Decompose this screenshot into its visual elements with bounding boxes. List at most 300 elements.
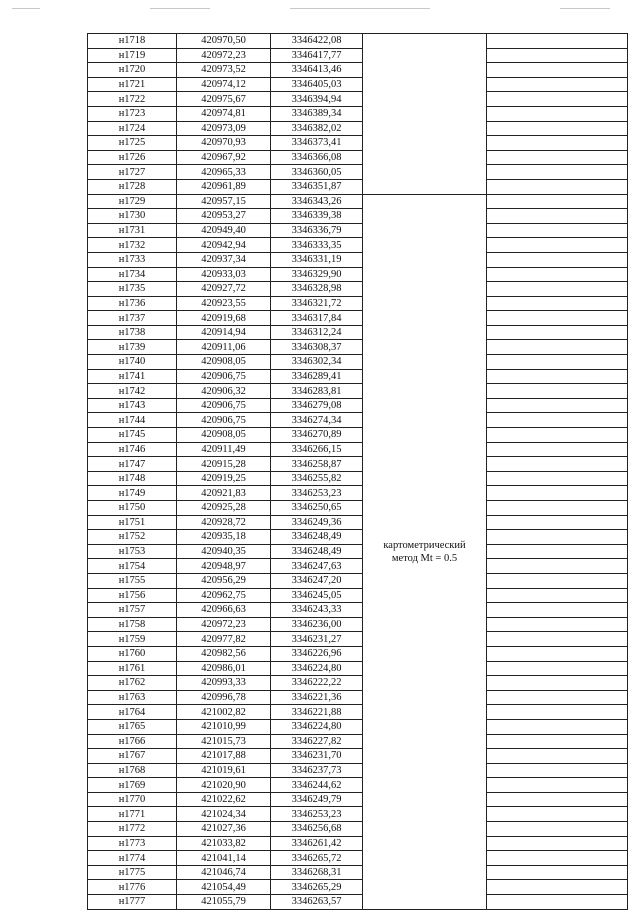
empty-cell [487,632,628,647]
x-coordinate-cell: 421017,88 [177,749,271,764]
table-row [88,194,628,209]
x-coordinate-cell: 420977,82 [177,632,271,647]
y-coordinate-cell: 3346328,98 [271,282,363,297]
y-coordinate-cell: 3346382,02 [271,121,363,136]
point-id-cell: н1754 [88,559,177,574]
y-coordinate-cell: 3346224,80 [271,719,363,734]
point-id-cell: н1772 [88,822,177,837]
empty-cell [487,895,628,910]
table-row [88,471,628,486]
y-coordinate-cell: 3346279,08 [271,398,363,413]
table-row [88,136,628,151]
x-coordinate-cell: 420967,92 [177,150,271,165]
y-coordinate-cell: 3346270,89 [271,428,363,443]
y-coordinate-cell: 3346351,87 [271,179,363,194]
point-id-cell: н1763 [88,690,177,705]
point-id-cell: н1734 [88,267,177,282]
table-row [88,252,628,267]
x-coordinate-cell: 420972,23 [177,48,271,63]
empty-cell [487,34,628,49]
empty-cell [487,603,628,618]
point-id-cell: н1756 [88,588,177,603]
y-coordinate-cell: 3346247,20 [271,573,363,588]
table-row [88,749,628,764]
y-coordinate-cell: 3346394,94 [271,92,363,107]
point-id-cell: н1733 [88,252,177,267]
point-id-cell: н1743 [88,398,177,413]
point-id-cell: н1766 [88,734,177,749]
x-coordinate-cell: 421015,73 [177,734,271,749]
y-coordinate-cell: 3346224,80 [271,661,363,676]
x-coordinate-cell: 420911,49 [177,442,271,457]
point-id-cell: н1730 [88,209,177,224]
table-row [88,851,628,866]
x-coordinate-cell: 420957,15 [177,194,271,209]
y-coordinate-cell: 3346331,19 [271,252,363,267]
empty-cell [487,515,628,530]
empty-cell [487,428,628,443]
point-id-cell: н1747 [88,457,177,472]
y-coordinate-cell: 3346389,34 [271,106,363,121]
table-row [88,442,628,457]
x-coordinate-cell: 420973,52 [177,63,271,78]
point-id-cell: н1738 [88,325,177,340]
empty-cell [487,734,628,749]
x-coordinate-cell: 420948,97 [177,559,271,574]
x-coordinate-cell: 420970,93 [177,136,271,151]
y-coordinate-cell: 3346255,82 [271,471,363,486]
x-coordinate-cell: 420975,67 [177,92,271,107]
table-row [88,895,628,910]
empty-cell [487,676,628,691]
empty-cell [487,413,628,428]
y-coordinate-cell: 3346248,49 [271,530,363,545]
point-id-cell: н1729 [88,194,177,209]
point-id-cell: н1728 [88,179,177,194]
table-row [88,676,628,691]
table-row [88,398,628,413]
point-id-cell: н1776 [88,880,177,895]
empty-cell [487,588,628,603]
empty-cell [487,92,628,107]
x-coordinate-cell: 420919,25 [177,471,271,486]
empty-cell [487,807,628,822]
table-row [88,223,628,238]
empty-cell [487,296,628,311]
empty-cell [487,194,628,209]
point-id-cell: н1721 [88,77,177,92]
x-coordinate-cell: 420996,78 [177,690,271,705]
x-coordinate-cell: 420972,23 [177,617,271,632]
y-coordinate-cell: 3346253,23 [271,807,363,822]
point-id-cell: н1755 [88,573,177,588]
point-id-cell: н1752 [88,530,177,545]
x-coordinate-cell: 420973,09 [177,121,271,136]
x-coordinate-cell: 420915,28 [177,457,271,472]
point-id-cell: н1746 [88,442,177,457]
point-id-cell: н1739 [88,340,177,355]
point-id-cell: н1724 [88,121,177,136]
x-coordinate-cell: 421046,74 [177,865,271,880]
table-row [88,661,628,676]
table-row [88,836,628,851]
y-coordinate-cell: 3346253,23 [271,486,363,501]
table-row [88,632,628,647]
x-coordinate-cell: 421027,36 [177,822,271,837]
empty-cell [487,252,628,267]
y-coordinate-cell: 3346263,57 [271,895,363,910]
y-coordinate-cell: 3346366,08 [271,150,363,165]
point-id-cell: н1719 [88,48,177,63]
y-coordinate-cell: 3346308,37 [271,340,363,355]
y-coordinate-cell: 3346236,00 [271,617,363,632]
y-coordinate-cell: 3346249,79 [271,792,363,807]
point-id-cell: н1773 [88,836,177,851]
x-coordinate-cell: 420919,68 [177,311,271,326]
point-id-cell: н1726 [88,150,177,165]
method-cell [363,194,487,909]
x-coordinate-cell: 420970,50 [177,34,271,49]
y-coordinate-cell: 3346312,24 [271,325,363,340]
empty-cell [487,442,628,457]
point-id-cell: н1725 [88,136,177,151]
empty-cell [487,690,628,705]
y-coordinate-cell: 3346336,79 [271,223,363,238]
empty-cell [487,486,628,501]
y-coordinate-cell: 3346237,73 [271,763,363,778]
x-coordinate-cell: 420965,33 [177,165,271,180]
x-coordinate-cell: 421022,62 [177,792,271,807]
y-coordinate-cell: 3346245,05 [271,588,363,603]
x-coordinate-cell: 420923,55 [177,296,271,311]
point-id-cell: н1761 [88,661,177,676]
empty-cell [487,355,628,370]
x-coordinate-cell: 420927,72 [177,282,271,297]
point-id-cell: н1764 [88,705,177,720]
table-row [88,501,628,516]
y-coordinate-cell: 3346266,15 [271,442,363,457]
x-coordinate-cell: 420906,75 [177,413,271,428]
empty-cell [487,369,628,384]
empty-cell [487,544,628,559]
table-row [88,296,628,311]
table-row [88,530,628,545]
point-id-cell: н1770 [88,792,177,807]
empty-cell [487,851,628,866]
point-id-cell: н1744 [88,413,177,428]
y-coordinate-cell: 3346289,41 [271,369,363,384]
empty-cell [487,763,628,778]
point-id-cell: н1737 [88,311,177,326]
method-cell-blank [363,34,487,195]
x-coordinate-cell: 420914,94 [177,325,271,340]
point-id-cell: н1749 [88,486,177,501]
x-coordinate-cell: 420949,40 [177,223,271,238]
empty-cell [487,282,628,297]
point-id-cell: н1736 [88,296,177,311]
table-row [88,792,628,807]
empty-cell [487,77,628,92]
table-row [88,734,628,749]
empty-cell [487,325,628,340]
empty-cell [487,48,628,63]
y-coordinate-cell: 3346268,31 [271,865,363,880]
point-id-cell: н1742 [88,384,177,399]
empty-cell [487,792,628,807]
empty-cell [487,617,628,632]
y-coordinate-cell: 3346227,82 [271,734,363,749]
table-row [88,48,628,63]
y-coordinate-cell: 3346221,88 [271,705,363,720]
table-row [88,34,628,49]
table-row [88,559,628,574]
x-coordinate-cell: 420993,33 [177,676,271,691]
x-coordinate-cell: 420956,29 [177,573,271,588]
point-id-cell: н1758 [88,617,177,632]
y-coordinate-cell: 3346274,34 [271,413,363,428]
empty-cell [487,165,628,180]
table-row [88,544,628,559]
empty-cell [487,530,628,545]
table-row [88,880,628,895]
x-coordinate-cell: 421033,82 [177,836,271,851]
point-id-cell: н1774 [88,851,177,866]
empty-cell [487,209,628,224]
table-row [88,690,628,705]
y-coordinate-cell: 3346243,33 [271,603,363,618]
table-row [88,92,628,107]
scan-artifact-line [150,8,210,9]
y-coordinate-cell: 3346422,08 [271,34,363,49]
empty-cell [487,398,628,413]
table-row [88,807,628,822]
y-coordinate-cell: 3346373,41 [271,136,363,151]
empty-cell [487,836,628,851]
point-id-cell: н1759 [88,632,177,647]
empty-cell [487,646,628,661]
empty-cell [487,106,628,121]
table-row [88,603,628,618]
coordinates-table [87,33,628,910]
y-coordinate-cell: 3346258,87 [271,457,363,472]
table-row [88,573,628,588]
x-coordinate-cell: 420935,18 [177,530,271,545]
y-coordinate-cell: 3346413,46 [271,63,363,78]
x-coordinate-cell: 420982,56 [177,646,271,661]
method-note-line1: картометрический [383,539,466,551]
x-coordinate-cell: 420928,72 [177,515,271,530]
table-row [88,340,628,355]
table-row [88,165,628,180]
point-id-cell: н1750 [88,501,177,516]
x-coordinate-cell: 420966,63 [177,603,271,618]
x-coordinate-cell: 420974,12 [177,77,271,92]
point-id-cell: н1731 [88,223,177,238]
y-coordinate-cell: 3346317,84 [271,311,363,326]
table-row [88,822,628,837]
empty-cell [487,719,628,734]
empty-cell [487,661,628,676]
x-coordinate-cell: 420908,05 [177,355,271,370]
empty-cell [487,179,628,194]
point-id-cell: н1745 [88,428,177,443]
table-row [88,150,628,165]
table-row [88,179,628,194]
table-row [88,719,628,734]
y-coordinate-cell: 3346343,26 [271,194,363,209]
point-id-cell: н1777 [88,895,177,910]
y-coordinate-cell: 3346244,62 [271,778,363,793]
empty-cell [487,705,628,720]
empty-cell [487,311,628,326]
x-coordinate-cell: 420933,03 [177,267,271,282]
table-row [88,384,628,399]
point-id-cell: н1748 [88,471,177,486]
point-id-cell: н1767 [88,749,177,764]
y-coordinate-cell: 3346417,77 [271,48,363,63]
y-coordinate-cell: 3346283,81 [271,384,363,399]
table-row [88,646,628,661]
y-coordinate-cell: 3346329,90 [271,267,363,282]
y-coordinate-cell: 3346256,68 [271,822,363,837]
table-row [88,311,628,326]
y-coordinate-cell: 3346247,63 [271,559,363,574]
table-row [88,369,628,384]
table-row [88,63,628,78]
x-coordinate-cell: 420937,34 [177,252,271,267]
empty-cell [487,223,628,238]
y-coordinate-cell: 3346250,65 [271,501,363,516]
point-id-cell: н1765 [88,719,177,734]
table-row [88,121,628,136]
x-coordinate-cell: 420911,06 [177,340,271,355]
empty-cell [487,267,628,282]
x-coordinate-cell: 420906,75 [177,398,271,413]
table-row [88,763,628,778]
empty-cell [487,340,628,355]
table-row [88,865,628,880]
empty-cell [487,822,628,837]
empty-cell [487,63,628,78]
method-note-line2: метод Mt = 0.5 [391,552,458,564]
x-coordinate-cell: 420961,89 [177,179,271,194]
table-row [88,705,628,720]
table-row [88,355,628,370]
table-row [88,778,628,793]
table-row [88,413,628,428]
x-coordinate-cell: 420906,75 [177,369,271,384]
x-coordinate-cell: 421024,34 [177,807,271,822]
table-row [88,486,628,501]
empty-cell [487,471,628,486]
table-row [88,106,628,121]
point-id-cell: н1751 [88,515,177,530]
point-id-cell: н1771 [88,807,177,822]
x-coordinate-cell: 421019,61 [177,763,271,778]
scan-artifact-line [12,8,40,9]
table-row [88,617,628,632]
point-id-cell: н1735 [88,282,177,297]
empty-cell [487,150,628,165]
empty-cell [487,778,628,793]
y-coordinate-cell: 3346222,22 [271,676,363,691]
point-id-cell: н1732 [88,238,177,253]
empty-cell [487,384,628,399]
y-coordinate-cell: 3346221,36 [271,690,363,705]
table-row [88,457,628,472]
x-coordinate-cell: 420962,75 [177,588,271,603]
empty-cell [487,865,628,880]
y-coordinate-cell: 3346231,27 [271,632,363,647]
y-coordinate-cell: 3346333,35 [271,238,363,253]
y-coordinate-cell: 3346248,49 [271,544,363,559]
empty-cell [487,880,628,895]
y-coordinate-cell: 3346231,70 [271,749,363,764]
table-row [88,515,628,530]
y-coordinate-cell: 3346339,38 [271,209,363,224]
y-coordinate-cell: 3346265,29 [271,880,363,895]
y-coordinate-cell: 3346261,42 [271,836,363,851]
empty-cell [487,121,628,136]
y-coordinate-cell: 3346265,72 [271,851,363,866]
empty-cell [487,457,628,472]
point-id-cell: н1760 [88,646,177,661]
empty-cell [487,749,628,764]
point-id-cell: н1753 [88,544,177,559]
empty-cell [487,559,628,574]
y-coordinate-cell: 3346321,72 [271,296,363,311]
scan-artifact-line [290,8,430,9]
point-id-cell: н1718 [88,34,177,49]
x-coordinate-cell: 420940,35 [177,544,271,559]
scan-artifact-line [560,8,610,9]
x-coordinate-cell: 420942,94 [177,238,271,253]
point-id-cell: н1757 [88,603,177,618]
y-coordinate-cell: 3346302,34 [271,355,363,370]
table-row [88,238,628,253]
x-coordinate-cell: 421055,79 [177,895,271,910]
x-coordinate-cell: 420906,32 [177,384,271,399]
point-id-cell: н1768 [88,763,177,778]
point-id-cell: н1740 [88,355,177,370]
x-coordinate-cell: 420986,01 [177,661,271,676]
x-coordinate-cell: 420921,83 [177,486,271,501]
table-row [88,428,628,443]
x-coordinate-cell: 420974,81 [177,106,271,121]
point-id-cell: н1720 [88,63,177,78]
y-coordinate-cell: 3346226,96 [271,646,363,661]
point-id-cell: н1723 [88,106,177,121]
point-id-cell: н1775 [88,865,177,880]
table-row [88,267,628,282]
point-id-cell: н1727 [88,165,177,180]
empty-cell [487,573,628,588]
empty-cell [487,238,628,253]
y-coordinate-cell: 3346249,36 [271,515,363,530]
coordinates-table-body [88,34,628,910]
x-coordinate-cell: 421010,99 [177,719,271,734]
table-row [88,77,628,92]
x-coordinate-cell: 421002,82 [177,705,271,720]
x-coordinate-cell: 420925,28 [177,501,271,516]
x-coordinate-cell: 420908,05 [177,428,271,443]
empty-cell [487,501,628,516]
table-row [88,282,628,297]
point-id-cell: н1762 [88,676,177,691]
x-coordinate-cell: 420953,27 [177,209,271,224]
x-coordinate-cell: 421020,90 [177,778,271,793]
y-coordinate-cell: 3346360,05 [271,165,363,180]
